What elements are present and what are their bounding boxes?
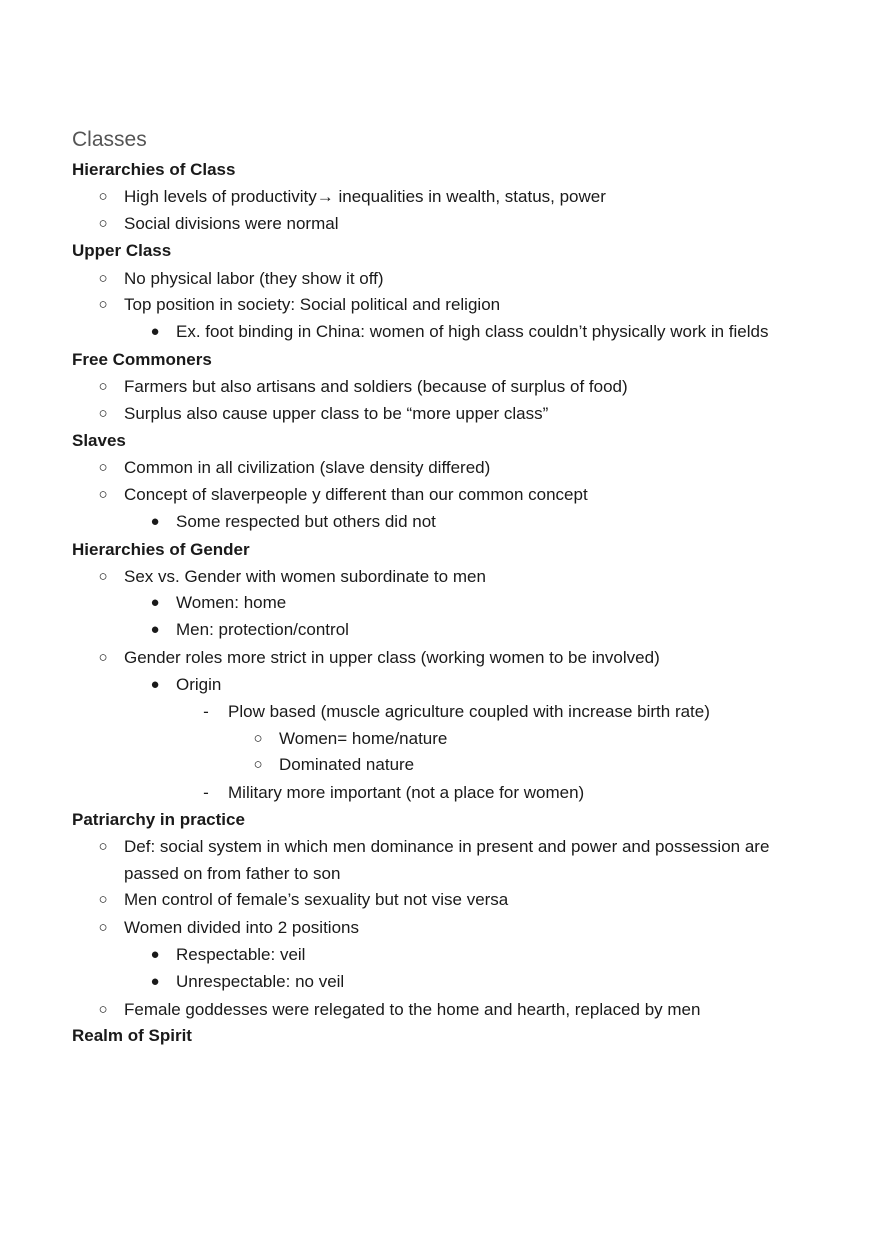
list-item-text: Women= home/nature	[279, 729, 448, 748]
list-item	[0, 211, 880, 237]
list-item	[0, 292, 880, 318]
list-item-text: High levels of productivity→ inequalities in wealth, status, power	[124, 187, 606, 206]
hollow-circle-bullet-icon: ○	[98, 188, 108, 205]
list-item	[0, 887, 880, 913]
heading-realm-of-spirit-line	[0, 1023, 880, 1049]
hollow-circle-bullet-icon: ○	[98, 568, 108, 585]
heading-hierarchies-of-gender-line	[0, 537, 880, 563]
heading-slaves-line	[0, 428, 880, 454]
list-item	[0, 401, 880, 427]
list-item-continuation	[0, 861, 880, 887]
list-item-text: Sex vs. Gender with women subordinate to men	[124, 567, 486, 586]
list-item-text: Plow based (muscle agriculture coupled with increase birth rate)	[228, 702, 710, 721]
list-item-text: Dominated nature	[279, 755, 415, 774]
filled-bullet-icon: ●	[150, 594, 160, 611]
hollow-circle-bullet-icon: ○	[98, 838, 108, 855]
hollow-circle-bullet-icon: ○	[98, 378, 108, 395]
hollow-circle-bullet-icon: ○	[253, 756, 263, 773]
filled-bullet-icon: ●	[150, 513, 160, 530]
hollow-circle-bullet-icon: ○	[98, 649, 108, 666]
filled-bullet-icon: ●	[150, 621, 160, 638]
list-item	[0, 942, 880, 968]
list-item-text: Top position in society: Social political and religion	[124, 295, 501, 314]
list-item-text: Concept of slaverpeople y different than our common concept	[124, 485, 588, 504]
section-heading: Hierarchies of Gender	[72, 540, 250, 559]
dash-bullet-icon: -	[203, 702, 209, 721]
list-item-text: Men control of female’s sexuality but not vise versa	[124, 890, 509, 909]
hollow-circle-bullet-icon: ○	[98, 891, 108, 908]
list-item	[0, 319, 880, 345]
document-title: Classes	[72, 128, 147, 151]
list-item-text: Farmers but also artisans and soldiers (because of surplus of food)	[124, 377, 628, 396]
list-item-text: Women divided into 2 positions	[124, 918, 359, 937]
list-item	[0, 509, 880, 535]
list-item-text: Women: home	[176, 593, 287, 612]
section-heading: Slaves	[72, 431, 126, 450]
list-item	[0, 374, 880, 400]
list-item-text: Surplus also cause upper class to be “more upper class”	[124, 404, 549, 423]
list-item-text: Respectable: veil	[176, 945, 306, 964]
hollow-circle-bullet-icon: ○	[98, 486, 108, 503]
list-item	[0, 482, 880, 508]
list-item	[0, 564, 880, 590]
section-heading: Patriarchy in practice	[72, 810, 245, 829]
list-item	[0, 834, 880, 860]
list-item-text: passed on from father to son	[124, 864, 341, 883]
list-item-text: Unrespectable: no veil	[176, 972, 345, 991]
hollow-circle-bullet-icon: ○	[98, 919, 108, 936]
list-item	[0, 915, 880, 941]
list-item	[0, 752, 880, 778]
dash-bullet-icon: -	[203, 783, 209, 802]
list-item-text: Military more important (not a place for women)	[228, 783, 585, 802]
list-item	[0, 590, 880, 616]
section-heading: Realm of Spirit	[72, 1026, 192, 1045]
list-item-text: Origin	[176, 675, 222, 694]
hollow-circle-bullet-icon: ○	[98, 405, 108, 422]
list-item-text: Def: social system in which men dominance in present and power and possession are	[124, 837, 770, 856]
hollow-circle-bullet-icon: ○	[98, 296, 108, 313]
list-item	[0, 726, 880, 752]
list-item	[0, 266, 880, 292]
section-heading: Free Commoners	[72, 350, 212, 369]
list-item-text: Social divisions were normal	[124, 214, 339, 233]
list-item-text: Gender roles more strict in upper class (working women to be involved)	[124, 648, 660, 667]
hollow-circle-bullet-icon: ○	[98, 270, 108, 287]
list-item	[0, 672, 880, 698]
list-item-text: Female goddesses were relegated to the home and hearth, replaced by men	[124, 1000, 701, 1019]
list-item	[0, 617, 880, 643]
section-heading: Hierarchies of Class	[72, 160, 236, 179]
heading-free-commoners-line	[0, 347, 880, 373]
list-item	[0, 780, 880, 806]
heading-hierarchies-of-class-line	[0, 157, 880, 183]
list-item	[0, 969, 880, 995]
heading-upper-class-line	[0, 238, 880, 264]
heading-patriarchy-line	[0, 807, 880, 833]
filled-bullet-icon: ●	[150, 973, 160, 990]
hollow-circle-bullet-icon: ○	[98, 215, 108, 232]
hollow-circle-bullet-icon: ○	[98, 459, 108, 476]
filled-bullet-icon: ●	[150, 323, 160, 340]
list-item	[0, 997, 880, 1023]
section-heading: Upper Class	[72, 241, 172, 260]
list-item-text: Men: protection/control	[176, 620, 349, 639]
list-item	[0, 699, 880, 725]
list-item	[0, 645, 880, 671]
hollow-circle-bullet-icon: ○	[98, 1001, 108, 1018]
hollow-circle-bullet-icon: ○	[253, 730, 263, 747]
list-item-text: Ex. foot binding in China: women of high class couldn’t physically work in fields	[176, 322, 769, 341]
filled-bullet-icon: ●	[150, 676, 160, 693]
filled-bullet-icon: ●	[150, 946, 160, 963]
list-item-text: No physical labor (they show it off)	[124, 269, 384, 288]
list-item	[0, 455, 880, 481]
list-item-text: Common in all civilization (slave density differed)	[124, 458, 491, 477]
list-item	[0, 184, 880, 210]
list-item-text: Some respected but others did not	[176, 512, 436, 531]
